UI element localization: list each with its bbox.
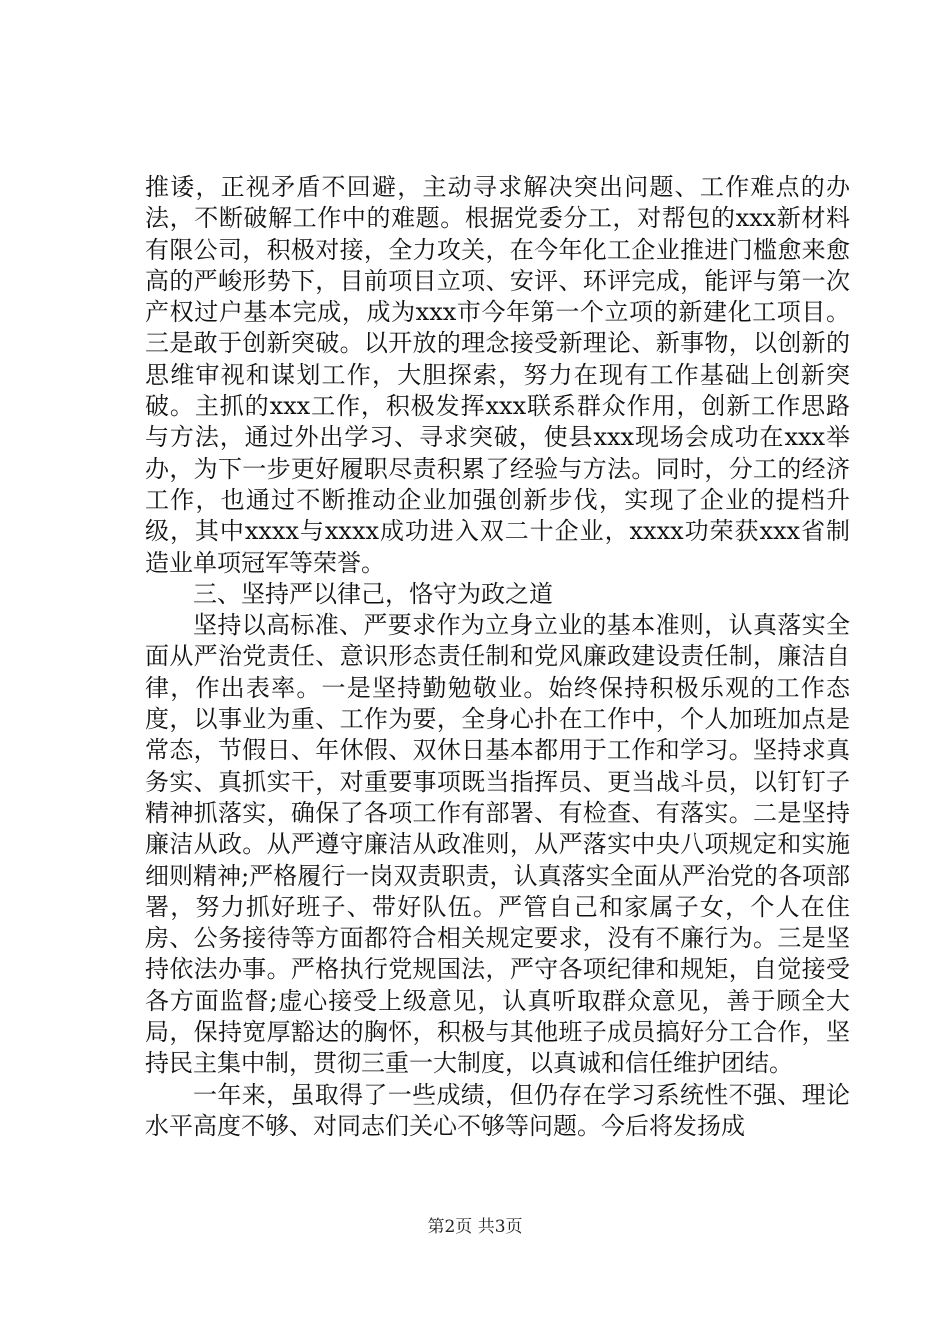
paragraph-continuation: 推诿，正视矛盾不回避，主动寻求解决突出问题、工作难点的办法，不断破解工作中的难题。根据党委分工，对帮包的xxx新材料有限公司，积极对接，全力攻关，在今年化工企业推进门槛愈来愈高的严峻形势下，目前项目立项、安评、环评完成，能评与第一次产权过户基本完成，成为xxx市今年第一个立项的新建化工项目。三是敢于创新突破。以开放的理念接受新理论、新事物，以创新的思维审视和谋划工作，大胆探索，努力在现有工作基础上创新突破。主抓的xxx工作，积极发挥xxx联系群众作用，创新工作思路与方法，通过外出学习、寻求突破，使县xxx现场会成功在xxx举办，为下一步更好履职尽责积累了经验与方法。同时，分工的经济工作，也通过不断推动企业加强创新步伐，实现了企业的提档升级，其中xxxx与xxxx成功进入双二十企业，xxxx功荣获xxx省制造业单项冠军等荣誉。 (145, 173, 850, 577)
section-heading: 三、坚持严以律己，恪守为政之道 (193, 579, 553, 608)
document-body (145, 172, 850, 1142)
paragraph-summary: 一年来，虽取得了一些成绩，但仍存在学习系统性不强、理论水平高度不够、对同志们关心不够等问题。今后将发扬成 (145, 1080, 850, 1140)
paragraph-discipline: 坚持以高标准、严要求作为立身立业的基本准则，认真落实全面从严治党责任、意识形态责任制和党风廉政建设责任制，廉洁自律，作出表率。一是坚持勤勉敬业。始终保持积极乐观的工作态度，以事业为重、工作为要，全身心扑在工作中，个人加班加点是常态，节假日、年休假、双休日基本都用于工作和学习。坚持求真务实、真抓实干，对重要事项既当指挥员、更当战斗员，以钉钉子精神抓落实，确保了各项工作有部署、有检查、有落实。二是坚持廉洁从政。从严遵守廉洁从政准则，从严落实中央八项规定和实施细则精神;严格履行一岗双责职责，认真落实全面从严治党的各项部署，努力抓好班子、带好队伍。严管自己和家属子女，个人在住房、公务接待等方面都符合相关规定要求，没有不廉行为。三是坚持依法办事。严格执行党规国法，严守各项纪律和规矩，自觉接受各方面监督;虚心接受上级意见，认真听取群众意见，善于顾全大局，保持宽厚豁达的胸怀，积极与其他班子成员搞好分工合作，坚持民主集中制，贯彻三重一大制度，以真诚和信任维护团结。 (145, 611, 850, 1078)
page-number-footer: 第2页 共3页 (427, 1217, 523, 1237)
